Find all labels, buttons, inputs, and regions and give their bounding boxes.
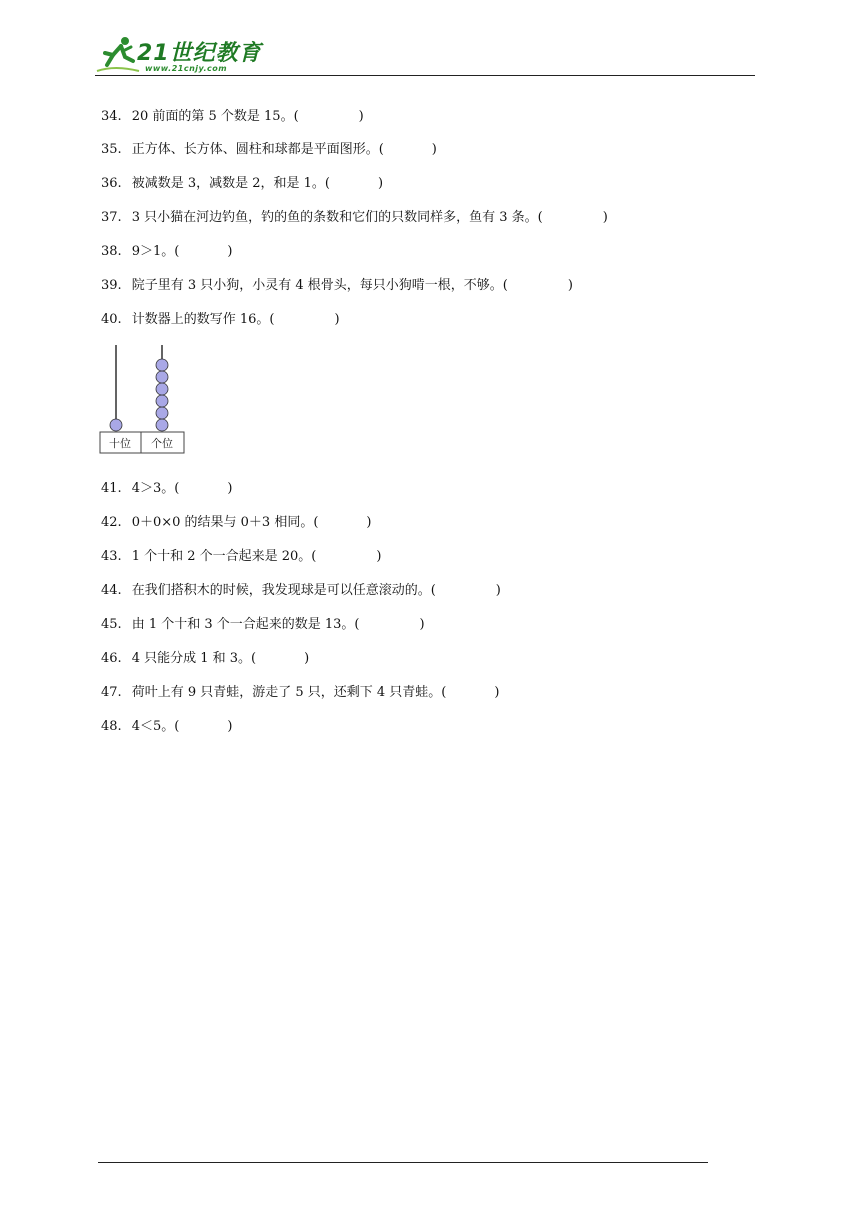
answer-close-paren: )	[431, 142, 437, 157]
answer-close-paren: )	[494, 685, 500, 700]
question-text: 院子里有 3 只小狗，小灵有 4 根骨头，每只小狗啃一根，不够。(	[131, 278, 508, 293]
question-text: 正方体、长方体、圆柱和球都是平面图形。(	[131, 142, 384, 157]
logo-wordmark: 21世纪教育	[137, 41, 262, 66]
question-item	[101, 109, 364, 125]
question-text: 3 只小猫在河边钓鱼，钓的鱼的条数和它们的只数同样多，鱼有 3 条。(	[131, 210, 543, 225]
question-item	[101, 244, 232, 260]
question-number: 44.	[101, 583, 122, 598]
ones-label: 个位	[151, 437, 173, 450]
question-number: 40.	[101, 312, 122, 327]
question-item	[101, 549, 381, 565]
question-text: 9＞1。(	[131, 244, 180, 259]
answer-close-paren: )	[227, 244, 233, 259]
ones-bead	[156, 407, 168, 419]
question-number: 42.	[101, 515, 122, 530]
question-number: 48.	[101, 719, 122, 734]
question-number: 43.	[101, 549, 122, 564]
question-item	[101, 210, 608, 226]
ones-bead	[156, 419, 168, 431]
question-number: 37.	[101, 210, 122, 225]
question-text: 4 只能分成 1 和 3。(	[131, 651, 257, 666]
question-text: 4＞3。(	[131, 481, 180, 496]
question-item	[101, 719, 232, 735]
question-number: 41.	[101, 481, 122, 496]
abacus-figure	[99, 343, 185, 455]
answer-close-paren: )	[334, 312, 340, 327]
answer-close-paren: )	[376, 549, 382, 564]
answer-close-paren: )	[419, 617, 425, 632]
question-item	[101, 515, 371, 531]
answer-close-paren: )	[366, 515, 372, 530]
ones-beads	[156, 359, 168, 431]
ones-bead	[156, 395, 168, 407]
page-header	[95, 30, 755, 80]
question-number: 38.	[101, 244, 122, 259]
question-number: 35.	[101, 142, 122, 157]
question-item	[101, 278, 573, 294]
question-text: 0＋0×0 的结果与 0＋3 相同。(	[131, 515, 319, 530]
answer-close-paren: )	[304, 651, 310, 666]
question-number: 34.	[101, 109, 122, 124]
question-text: 1 个十和 2 个一合起来是 20。(	[131, 549, 317, 564]
tens-label: 十位	[109, 437, 131, 450]
question-item	[101, 176, 383, 192]
question-text: 在我们搭积木的时候，我发现球是可以任意滚动的。(	[131, 583, 436, 598]
answer-close-paren: )	[567, 278, 573, 293]
question-item	[101, 685, 499, 701]
header-rule	[95, 75, 755, 76]
question-item	[101, 481, 232, 497]
ones-bead	[156, 383, 168, 395]
question-text: 由 1 个十和 3 个一合起来的数是 13。(	[131, 617, 360, 632]
answer-close-paren: )	[602, 210, 608, 225]
question-text: 荷叶上有 9 只青蛙，游走了 5 只，还剩下 4 只青蛙。(	[131, 685, 447, 700]
answer-close-paren: )	[495, 583, 501, 598]
footer-rule	[98, 1162, 708, 1163]
question-text: 20 前面的第 5 个数是 15。(	[131, 109, 299, 124]
question-number: 39.	[101, 278, 122, 293]
question-number: 46.	[101, 651, 122, 666]
ones-bead	[156, 359, 168, 371]
question-item	[101, 651, 309, 667]
question-item	[101, 142, 437, 158]
question-item	[101, 617, 425, 633]
ones-bead	[156, 371, 168, 383]
question-number: 47.	[101, 685, 122, 700]
question-text: 计数器上的数写作 16。(	[131, 312, 275, 327]
answer-close-paren: )	[358, 109, 364, 124]
logo-url: www.21cnjy.com	[145, 64, 228, 73]
question-item	[101, 583, 501, 599]
answer-close-paren: )	[227, 719, 233, 734]
question-text: 被减数是 3，减数是 2，和是 1。(	[131, 176, 330, 191]
question-number: 45.	[101, 617, 122, 632]
question-number: 36.	[101, 176, 122, 191]
tens-bead	[110, 419, 122, 431]
answer-close-paren: )	[377, 176, 384, 191]
question-text: 4＜5。(	[131, 719, 180, 734]
answer-close-paren: )	[227, 481, 233, 496]
question-item	[101, 312, 340, 328]
tens-beads	[110, 419, 122, 431]
runner-logo-icon	[95, 35, 141, 75]
